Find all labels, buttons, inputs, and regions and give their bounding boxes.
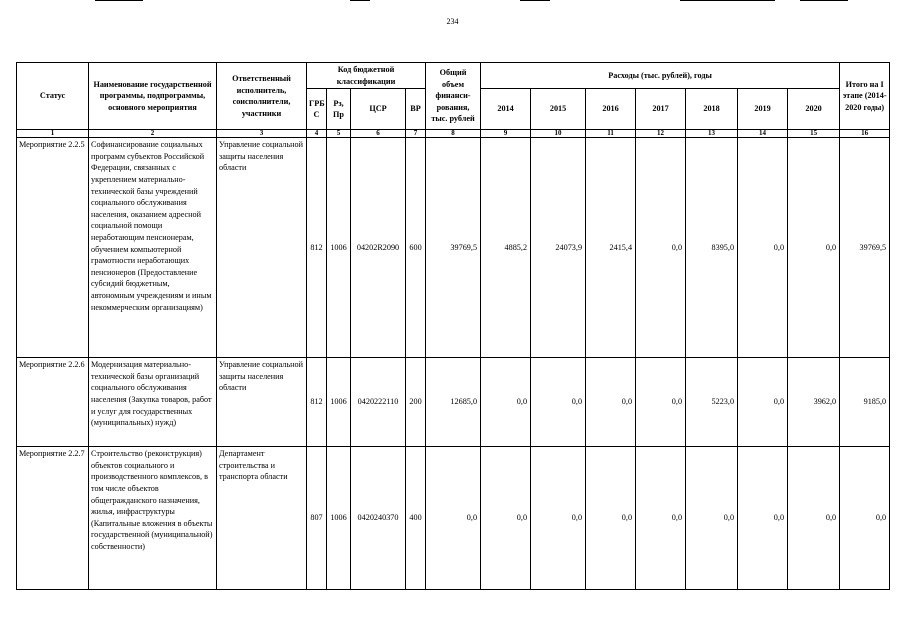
row-grbs: 812 xyxy=(307,358,327,447)
row-total: 39769,5 xyxy=(426,138,481,358)
row-responsible: Департамент строительства и транспорта области xyxy=(217,447,307,590)
header-grbs: ГРБ С xyxy=(307,89,327,130)
header-year: 2015 xyxy=(531,89,586,130)
row-year-value: 0,0 xyxy=(636,447,686,590)
row-rzpr: 1006 xyxy=(327,447,351,590)
column-number-row xyxy=(17,130,890,138)
header-rzpr: Рз, Пр xyxy=(327,89,351,130)
row-year-value: 4885,2 xyxy=(481,138,531,358)
top-rule xyxy=(680,0,775,1)
header-responsible: Ответственный исполнитель, соисполнители, участники xyxy=(217,63,307,130)
top-rule xyxy=(800,0,848,1)
column-number: 10 xyxy=(531,130,586,138)
column-number: 2 xyxy=(89,130,217,138)
header-year: 2014 xyxy=(481,89,531,130)
column-number: 4 xyxy=(307,130,327,138)
row-year-value: 0,0 xyxy=(686,447,738,590)
row-vr: 200 xyxy=(406,358,426,447)
row-year-value: 0,0 xyxy=(531,358,586,447)
row-rzpr: 1006 xyxy=(327,138,351,358)
row-stage-total: 9185,0 xyxy=(840,358,890,447)
row-year-value: 0,0 xyxy=(586,447,636,590)
page-number: 234 xyxy=(446,17,459,26)
row-status: Мероприятие 2.2.5 xyxy=(17,138,89,358)
column-number: 7 xyxy=(406,130,426,138)
header-row-top xyxy=(17,63,890,89)
row-status: Мероприятие 2.2.6 xyxy=(17,358,89,447)
header-year: 2020 xyxy=(788,89,840,130)
column-number: 3 xyxy=(217,130,307,138)
row-activity-name: Софинансирование социальных программ субъектов Российской Федерации, связанных с укреплением материально-технической базы учреждений социального обслуживания населения, оказанием адресной социальной помощи неработающим пенсионерам, обучением компьютерной грамотности неработающих пенсионеров (Предоставление субсидий бюджетным, автономным учреждениям и иным некоммерческим организациям) xyxy=(89,138,217,358)
header-program: Наименование государственной программы, подпрограммы, основного мероприятия xyxy=(89,63,217,130)
row-year-value: 0,0 xyxy=(636,358,686,447)
column-number: 8 xyxy=(426,130,481,138)
column-number: 14 xyxy=(738,130,788,138)
row-csr: 0420240370 xyxy=(351,447,406,590)
row-grbs: 807 xyxy=(307,447,327,590)
row-vr: 600 xyxy=(406,138,426,358)
row-total: 12685,0 xyxy=(426,358,481,447)
row-year-value: 0,0 xyxy=(788,447,840,590)
top-rule xyxy=(95,0,143,1)
header-status: Статус xyxy=(17,63,89,130)
column-number: 15 xyxy=(788,130,840,138)
row-responsible: Управление социальной защиты населения области xyxy=(217,358,307,447)
row-activity-name: Модернизация материально-технической базы организаций социального обслуживания населения (Закупка товаров, работ и услуг для государственных (муниципальных) нужд) xyxy=(89,358,217,447)
row-total: 0,0 xyxy=(426,447,481,590)
row-year-value: 24073,9 xyxy=(531,138,586,358)
header-csr: ЦСР xyxy=(351,89,406,130)
header-year: 2017 xyxy=(636,89,686,130)
row-vr: 400 xyxy=(406,447,426,590)
row-year-value: 0,0 xyxy=(636,138,686,358)
row-year-value: 0,0 xyxy=(531,447,586,590)
row-year-value: 0,0 xyxy=(586,358,636,447)
header-year: 2018 xyxy=(686,89,738,130)
column-number: 9 xyxy=(481,130,531,138)
row-year-value: 0,0 xyxy=(738,447,788,590)
column-number: 1 xyxy=(17,130,89,138)
row-year-value: 5223,0 xyxy=(686,358,738,447)
row-stage-total: 0,0 xyxy=(840,447,890,590)
row-year-value: 2415,4 xyxy=(586,138,636,358)
column-number: 13 xyxy=(686,130,738,138)
row-year-value: 8395,0 xyxy=(686,138,738,358)
top-rule xyxy=(520,0,550,1)
top-rule xyxy=(350,0,370,1)
table-row xyxy=(17,138,890,358)
row-csr: 0420222110 xyxy=(351,358,406,447)
table-row xyxy=(17,358,890,447)
column-number: 5 xyxy=(327,130,351,138)
row-csr: 04202R2090 xyxy=(351,138,406,358)
row-year-value: 0,0 xyxy=(481,447,531,590)
column-number: 11 xyxy=(586,130,636,138)
row-year-value: 3962,0 xyxy=(788,358,840,447)
budget-table xyxy=(16,62,890,590)
row-activity-name: Строительство (реконструкция) объектов социального и производственного комплексов, в том числе объектов общегражданского назначения, жилья, инфраструктуры (Капитальные вложения в объекты государственной (муниципальной) собственности) xyxy=(89,447,217,590)
column-number: 6 xyxy=(351,130,406,138)
row-status: Мероприятие 2.2.7 xyxy=(17,447,89,590)
header-budget-code: Код бюджетной классификации xyxy=(307,63,426,89)
column-number: 12 xyxy=(636,130,686,138)
row-year-value: 0,0 xyxy=(788,138,840,358)
row-responsible: Управление социальной защиты населения области xyxy=(217,138,307,358)
column-number: 16 xyxy=(840,130,890,138)
table-row xyxy=(17,447,890,590)
row-stage-total: 39769,5 xyxy=(840,138,890,358)
row-year-value: 0,0 xyxy=(481,358,531,447)
header-year: 2019 xyxy=(738,89,788,130)
row-rzpr: 1006 xyxy=(327,358,351,447)
row-year-value: 0,0 xyxy=(738,138,788,358)
header-stage-total: Итого на I этапе (2014-2020 годы) xyxy=(840,63,890,130)
header-year: 2016 xyxy=(586,89,636,130)
header-vr: ВР xyxy=(406,89,426,130)
header-total: Общий объем финанси-рования, тыс. рублей xyxy=(426,63,481,130)
header-expenses: Расходы (тыс. рублей), годы xyxy=(481,63,840,89)
row-grbs: 812 xyxy=(307,138,327,358)
row-year-value: 0,0 xyxy=(738,358,788,447)
